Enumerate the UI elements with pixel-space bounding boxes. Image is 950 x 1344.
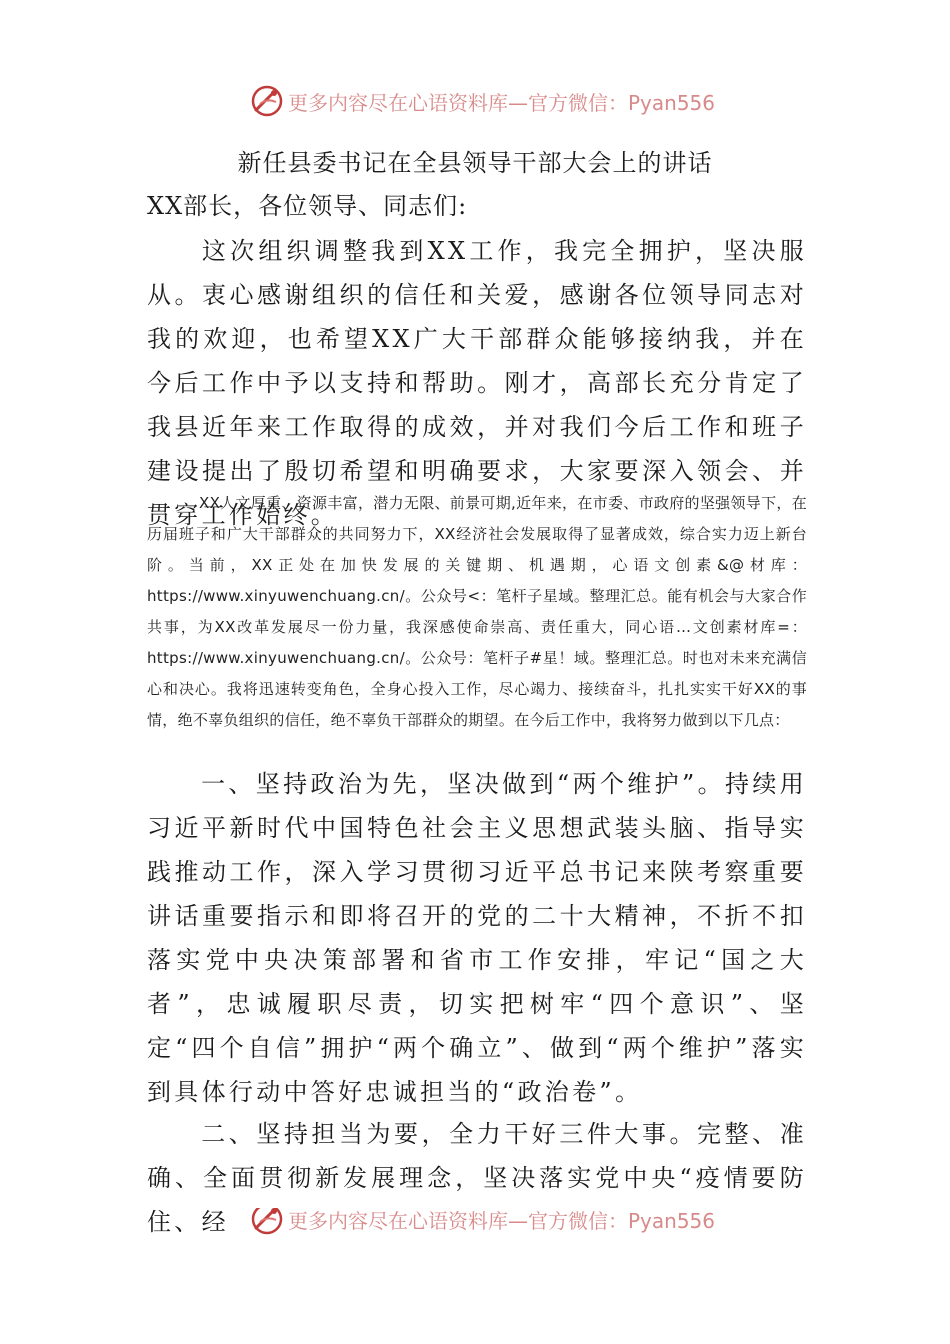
greeting-line: XX部长，各位领导、同志们:: [147, 192, 468, 220]
paragraph-2-text: XX人文厚重、资源丰富，潜力无限、前景可期,近年来，在市委、市政府的坚强领导下，在历届班子和广大干部群众的共同努力下，XX经济社会发展取得了显著成效，综合实力迈上新台阶。当前，XX正处在加快发展的关键期、机遇期，心语文创素&@材库：https://www.xinyuwenchuang.cn/。公众号<：笔杆子星域。整理汇总。能有机会与大家合作共事，为XX改革发展尽一份力量，我深感使命崇高、责任重大，同心语…文创素材库=：https://www.xinyuwenchuang.cn/。公众号：笔杆子#星！域。整理汇总。时也对未来充满信心和决心。我将迅速转变角色，全身心投入工作，尽心竭力、接续奋斗，扎扎实实干好XX的事情，绝不辜负组织的信任，绝不辜负干部群众的期望。在今后工作中，我将努力做到以下几点：: [147, 494, 807, 729]
brand-logo-icon: [250, 84, 284, 118]
paragraph-2: [147, 488, 807, 736]
paragraph-4-text: 二、坚持担当为要，全力干好三件大事。完整、准确、全面贯彻新发展理念，坚决落实党中央“疫情要防住、经: [147, 1120, 807, 1236]
footer-banner: [250, 1208, 750, 1238]
paragraph-3-text: 一、坚持政治为先，坚决做到“两个维护”。持续用习近平新时代中国特色社会主义思想武装头脑、指导实践推动工作，深入学习贯彻习近平总书记来陕考察重要讲话重要指示和即将召开的党的二十大精神，不折不扣落实党中央决策部署和省市工作安排，牢记“国之大者”，忠诚履职尽责，切实把树牢“四个意识”、坚定“四个自信”拥护“两个确立”、做到“两个维护”落实到具体行动中答好忠诚担当的“政治卷”。: [147, 770, 807, 1106]
document-title: 新任县委书记在全县领导干部大会上的讲话: [237, 149, 713, 177]
footer-brand-logo-icon: [250, 1208, 284, 1236]
paragraph-3: [147, 762, 807, 1114]
footer-banner-text: 更多内容尽在心语资料库—官方微信：Pyan556: [288, 1208, 716, 1233]
paragraph-1-text: 这次组织调整我到XX工作，我完全拥护，坚决服从。衷心感谢组织的信任和关爱，感谢各位领导同志对我的欢迎，也希望XX广大干部群众能够接纳我，并在今后工作中予以支持和帮助。刚才，高部长充分肯定了我县近年来工作取得的成效，并对我们今后工作和班子建设提出了殷切希望和明确要求，大家要深入领会、并贯穿工作始终。: [147, 237, 807, 529]
header-banner-text: 更多内容尽在心语资料库—官方微信：Pyan556: [288, 90, 716, 115]
header-banner: [250, 84, 750, 118]
